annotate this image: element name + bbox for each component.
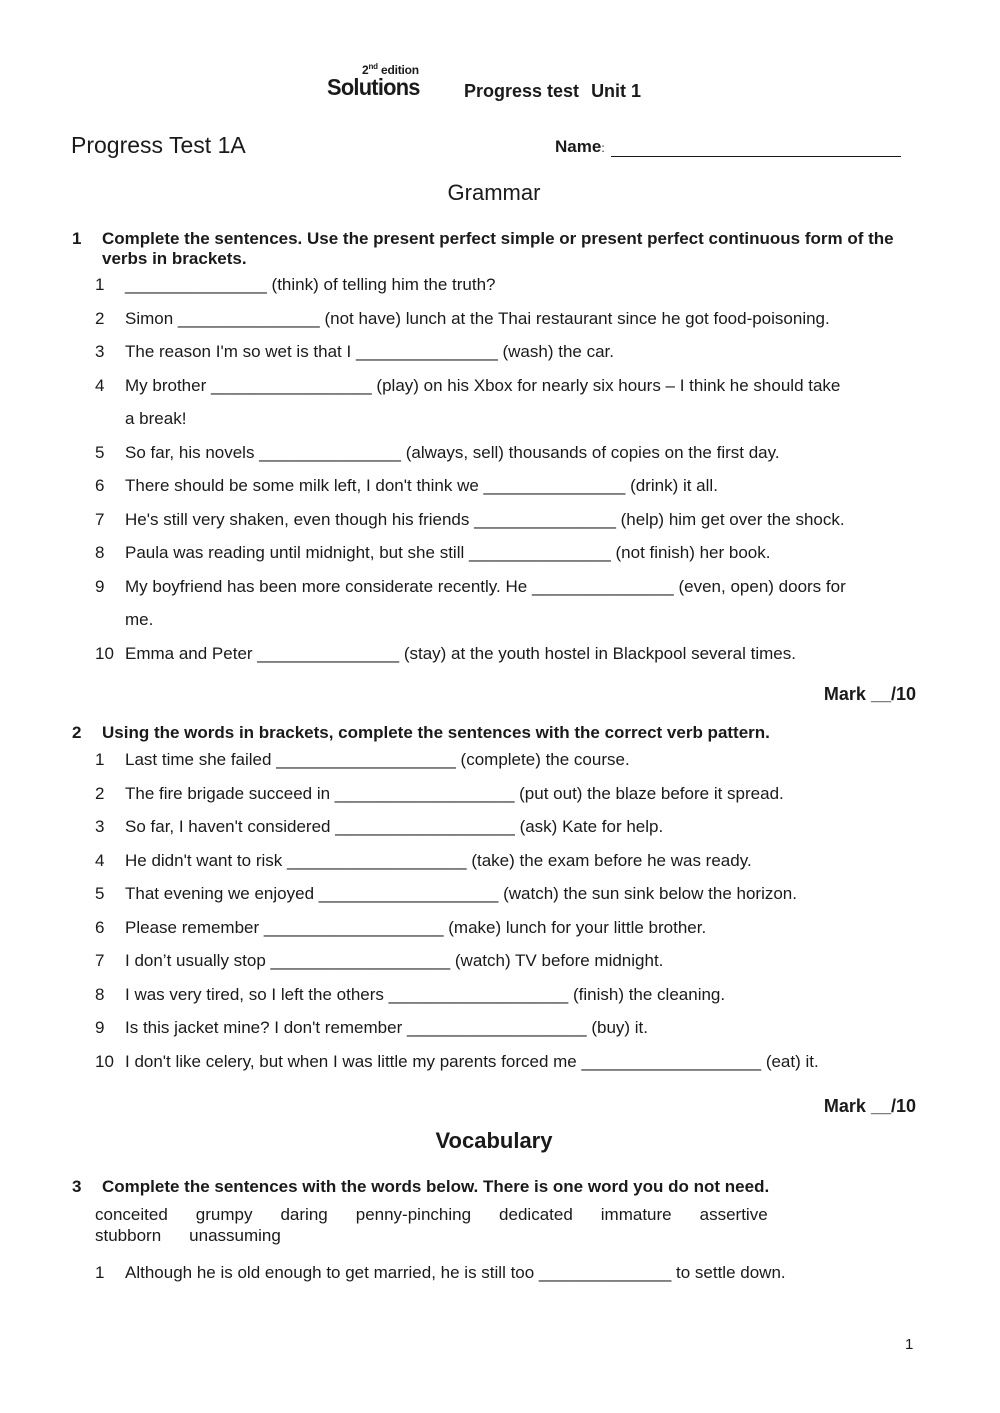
item-number: 8 [95, 984, 105, 1004]
task1-item [95, 637, 920, 671]
grammar-heading: Grammar [447, 180, 541, 205]
item-text: I don't like celery, but when I was little my parents forced me ___________________ (eat) it. [125, 1051, 819, 1071]
item-text: Is this jacket mine? I don't remember ___________________ (buy) it. [125, 1018, 649, 1037]
task1-items [0, 268, 846, 670]
word-bank-word: daring [280, 1205, 328, 1224]
item-number: 2 [95, 783, 105, 803]
item-text: Paula was reading until midnight, but she still _______________ (not finish) her book. [125, 543, 771, 562]
task2-item [95, 877, 920, 911]
word-bank-word: dedicated [499, 1205, 573, 1224]
item-text: So far, I haven't considered ___________________ (ask) Kate for help. [125, 817, 664, 836]
item-text: He's still very shaken, even though his friends _______________ (help) him get over the shock. [125, 509, 845, 529]
item-number: 2 [95, 308, 105, 328]
item-text: _______________ (think) of telling him the truth? [125, 275, 496, 294]
item-number: 8 [95, 543, 105, 562]
item-number: 1 [95, 1263, 105, 1282]
task3-items [0, 1256, 825, 1290]
item-number: 7 [95, 509, 105, 529]
item-number: 1 [95, 750, 105, 769]
header-title [464, 81, 641, 102]
task3-item [95, 1256, 920, 1290]
task2-item [95, 944, 920, 978]
item-text: Although he is old enough to get married, he is still too ______________ to settle down. [125, 1263, 786, 1282]
item-number: 9 [95, 1018, 105, 1037]
task1-item [95, 503, 920, 537]
item-number: 10 [95, 1051, 114, 1071]
task1-item [95, 302, 920, 336]
task2-items [0, 743, 825, 1078]
task1-item [95, 268, 920, 302]
item-text: The reason I'm so wet is that I _______________ (wash) the car. [125, 342, 614, 361]
task1-number: 1 [72, 229, 82, 248]
word-bank-word: unassuming [189, 1226, 281, 1245]
page-number: 1 [905, 1336, 914, 1353]
item-text: Emma and Peter _______________ (stay) at the youth hostel in Blackpool several times. [125, 643, 796, 663]
word-bank-word: assertive [699, 1205, 768, 1224]
vocabulary-heading: Vocabulary [435, 1128, 553, 1153]
task1-mark: Mark __/10 [823, 684, 916, 704]
task2-number: 2 [72, 723, 82, 742]
item-number: 4 [95, 375, 105, 395]
task1-item [95, 369, 920, 436]
task1-item [95, 536, 920, 570]
task3-instruction: Complete the sentences with the words below. There is one word you do not need. [102, 1177, 770, 1196]
item-number: 10 [95, 643, 114, 663]
word-bank-word: immature [600, 1205, 672, 1224]
item-continuation: a break! [125, 409, 187, 428]
unit-label: Unit 1 [591, 81, 642, 101]
item-number: 5 [95, 884, 105, 903]
edition-label: 2nd edition [362, 62, 419, 77]
word-bank-word: grumpy [195, 1205, 253, 1224]
name-blank[interactable] [611, 138, 901, 157]
item-text: I was very tired, so I left the others ___________________ (finish) the cleaning. [125, 984, 726, 1004]
task2-item [95, 844, 920, 878]
item-number: 7 [95, 951, 105, 970]
item-text: He didn't want to risk ___________________ (take) the exam before he was ready. [125, 850, 752, 870]
task2-mark: Mark __/10 [823, 1096, 916, 1116]
item-text: I don’t usually stop ___________________ (watch) TV before midnight. [125, 951, 664, 970]
item-number: 9 [95, 576, 105, 596]
task2-item [95, 810, 920, 844]
item-number: 5 [95, 442, 105, 462]
item-text: My boyfriend has been more considerate recently. He _______________ (even, open) doors for [125, 576, 846, 596]
item-number: 4 [95, 850, 105, 870]
page-title: Progress Test 1A [71, 132, 246, 158]
test-label: Progress test [464, 81, 580, 101]
item-text: The fire brigade succeed in ___________________ (put out) the blaze before it spread. [125, 783, 784, 803]
task2-item [95, 777, 920, 811]
item-continuation: me. [125, 610, 154, 629]
item-number: 6 [95, 476, 105, 495]
task1-instruction: Complete the sentences. Use the present perfect simple or present perfect continuous form of the verbs in brackets. [102, 229, 894, 268]
item-text: My brother _________________ (play) on his Xbox for nearly six hours – I think he should take [125, 375, 841, 395]
item-number: 3 [95, 817, 105, 836]
task2-item [95, 978, 920, 1012]
word-bank [95, 1204, 855, 1246]
task1-item [95, 436, 920, 470]
item-number: 1 [95, 275, 105, 294]
task1-item [95, 469, 920, 503]
item-text: Last time she failed ___________________ (complete) the course. [125, 750, 630, 769]
word-bank-word: penny-pinching [355, 1205, 472, 1224]
item-text: There should be some milk left, I don't think we _______________ (drink) it all. [125, 476, 718, 495]
task2-item [95, 743, 920, 777]
task2-item [95, 911, 920, 945]
word-bank-word: stubborn [95, 1226, 162, 1245]
name-field: Name: [555, 137, 901, 157]
task2-item [95, 1045, 920, 1079]
item-text: That evening we enjoyed ___________________ (watch) the sun sink below the horizon. [125, 884, 797, 903]
task3-number: 3 [72, 1177, 82, 1196]
name-label: Name [555, 137, 602, 156]
item-text: Please remember ___________________ (make) lunch for your little brother. [125, 917, 707, 937]
task1-item [95, 335, 920, 369]
item-number: 6 [95, 917, 105, 937]
item-text: Simon _______________ (not have) lunch at the Thai restaurant since he got food-poisoning. [125, 308, 830, 328]
item-number: 3 [95, 342, 105, 361]
task2-instruction: Using the words in brackets, complete the sentences with the correct verb pattern. [102, 723, 770, 742]
word-bank-word: conceited [95, 1205, 168, 1224]
task1-item [95, 570, 920, 637]
task2-item [95, 1011, 920, 1045]
solutions-logo: Solutions [327, 74, 420, 100]
item-text: So far, his novels _______________ (always, sell) thousands of copies on the first day. [125, 442, 780, 462]
